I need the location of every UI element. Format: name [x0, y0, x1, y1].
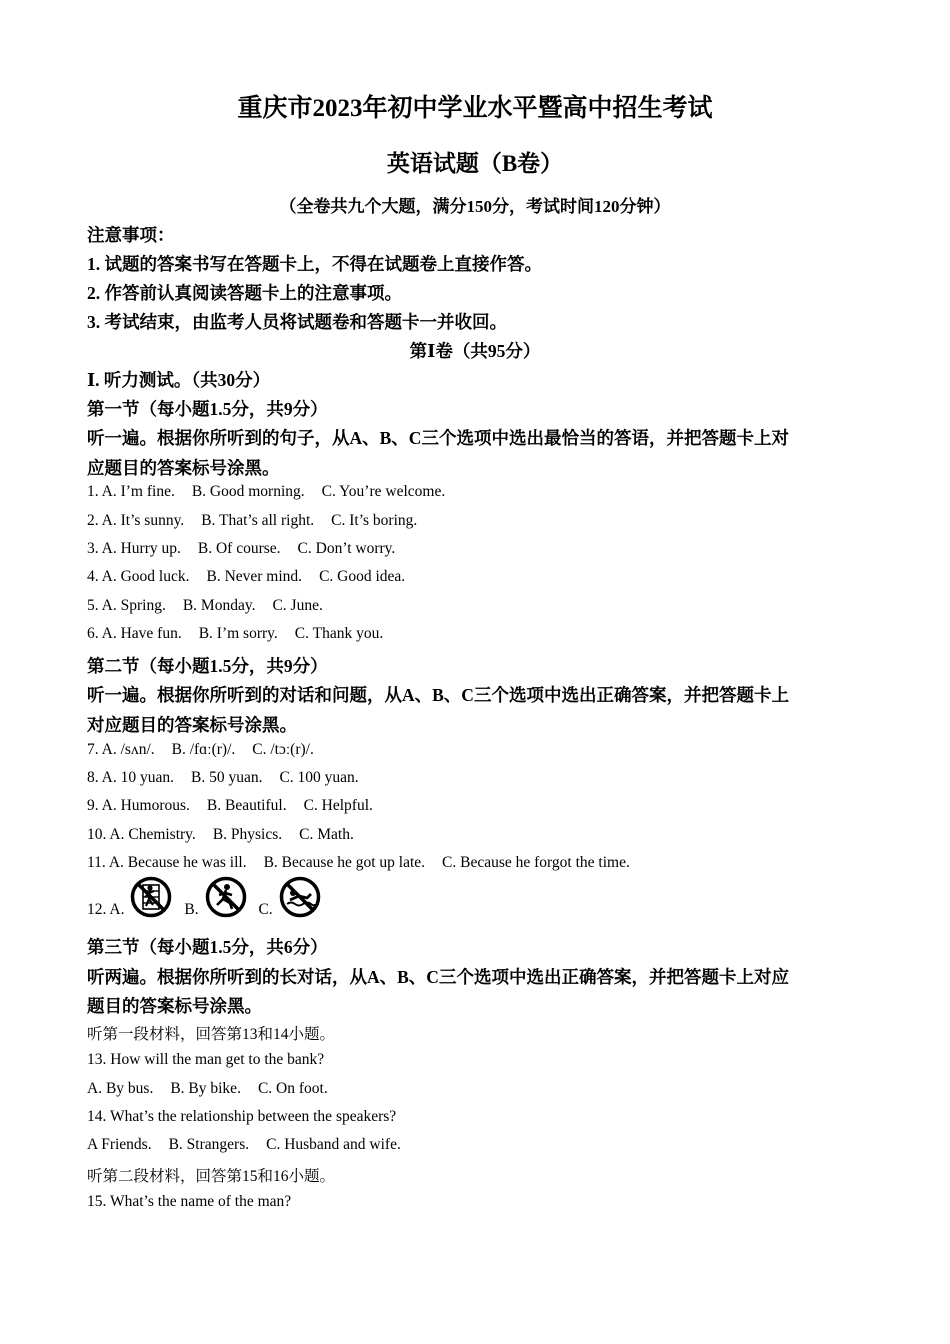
question-row [87, 540, 395, 558]
section-heading: 第二节（每小题1.5分，共9分） [87, 656, 328, 676]
no-running-icon [205, 876, 247, 918]
question-number: 3. [87, 540, 99, 557]
question-number: 6. [87, 625, 99, 642]
option-b: B. 50 yuan. [190, 769, 263, 786]
section-instruction: 听一遍。根据你所听到的对话和问题，从A、B、C三个选项中选出正确答案，并把答题卡上 [87, 685, 789, 705]
option-c: C. Because he forgot the time. [442, 854, 630, 871]
section-instruction: 听一遍。根据你所听到的句子，从A、B、C三个选项中选出最恰当的答语，并把答题卡上对 [87, 428, 789, 448]
part-heading: Ⅰ. 听力测试。（共30分） [87, 370, 271, 390]
question-row [87, 568, 405, 586]
option-c: C. June. [272, 597, 323, 614]
question-options [87, 1136, 401, 1154]
option-b: B. /fɑː(r)/. [171, 741, 236, 758]
option-c: C. Good idea. [319, 568, 406, 585]
question-number: 2. [87, 512, 99, 529]
question-row [87, 741, 314, 759]
question-12-row [87, 876, 329, 919]
option-a: A. Have fun. [101, 625, 182, 642]
question-number: 4. [87, 568, 99, 585]
option-c: C. Husband and wife. [266, 1136, 401, 1153]
option-c: C. On foot. [257, 1080, 328, 1097]
no-climbing-icon [130, 876, 172, 918]
material-note: 听第一段材料，回答第13和14小题。 [87, 1026, 336, 1043]
question-number: 12. [87, 901, 107, 918]
option-c: C. You’re welcome. [321, 483, 446, 500]
option-c: C. It’s boring. [331, 512, 418, 529]
question-number: 11. [87, 854, 106, 871]
option-b: B. I’m sorry. [198, 625, 278, 642]
notes-heading: 注意事项： [87, 225, 175, 245]
section-instruction: 听两遍。根据你所听到的长对话，从A、B、C三个选项中选出正确答案，并把答题卡上对应 [87, 967, 789, 987]
option-a: A. Because he was ill. [108, 854, 247, 871]
question-row [87, 826, 354, 844]
option-b: B. Because he got up late. [263, 854, 426, 871]
option-b: B. Strangers. [168, 1136, 250, 1153]
question-number: 8. [87, 769, 99, 786]
option-a: A. Hurry up. [101, 540, 181, 557]
question-row [87, 769, 359, 787]
section-instruction: 应题目的答案标号涂黑。 [87, 458, 280, 478]
question-number: 1. [87, 483, 99, 500]
section-instruction: 题目的答案标号涂黑。 [87, 996, 262, 1016]
option-a: A. I’m fine. [101, 483, 175, 500]
section-instruction: 对应题目的答案标号涂黑。 [87, 715, 297, 735]
option-a: A. 10 yuan. [101, 769, 174, 786]
option-b: B. Physics. [212, 826, 283, 843]
option-c: C. [258, 901, 273, 918]
option-a: A. By bus. [87, 1080, 154, 1097]
exam-subtitle: 英语试题（B卷） [386, 151, 564, 176]
option-a: A. Humorous. [101, 797, 190, 814]
question-text: 14. What’s the relationship between the speakers? [87, 1108, 397, 1125]
volume-heading: 第Ⅰ卷（共95分） [409, 341, 541, 361]
question-row [87, 797, 373, 815]
section-heading: 第一节（每小题1.5分，共9分） [87, 399, 328, 419]
option-b: B. [184, 901, 199, 918]
question-text: 15. What’s the name of the man? [87, 1193, 292, 1210]
question-number: 10. [87, 826, 107, 843]
exam-info: （全卷共九个大题，满分150分，考试时间120分钟） [279, 197, 671, 216]
question-row [87, 625, 383, 643]
option-c: C. 100 yuan. [279, 769, 359, 786]
option-a: A. Spring. [101, 597, 166, 614]
option-a: A. Good luck. [101, 568, 190, 585]
note-item: 3. 考试结束，由监考人员将试题卷和答题卡一并收回。 [87, 312, 507, 332]
exam-title: 重庆市2023年初中学业水平暨高中招生考试 [237, 95, 713, 122]
option-a: A. Chemistry. [109, 826, 196, 843]
option-c: C. Thank you. [294, 625, 384, 642]
question-row [87, 597, 323, 615]
option-b: B. Beautiful. [206, 797, 287, 814]
option-c: C. /tɔː(r)/. [252, 741, 314, 758]
question-options [87, 1080, 328, 1098]
material-note: 听第二段材料，回答第15和16小题。 [87, 1168, 336, 1185]
section-heading: 第三节（每小题1.5分，共6分） [87, 937, 328, 957]
option-a: A. It’s sunny. [101, 512, 185, 529]
question-number: 5. [87, 597, 99, 614]
question-row [87, 512, 417, 530]
question-number: 7. [87, 741, 99, 758]
question-row [87, 483, 445, 501]
option-b: B. By bike. [170, 1080, 241, 1097]
option-c: C. Math. [299, 826, 354, 843]
option-b: B. Monday. [182, 597, 256, 614]
question-text: 13. How will the man get to the bank? [87, 1051, 325, 1068]
note-item: 1. 试题的答案书写在答题卡上，不得在试题卷上直接作答。 [87, 254, 542, 274]
option-b: B. Never mind. [206, 568, 303, 585]
option-b: B. Of course. [197, 540, 281, 557]
option-a: A. /sʌn/. [101, 741, 155, 758]
option-b: B. That’s all right. [201, 512, 315, 529]
option-c: C. Don’t worry. [297, 540, 396, 557]
option-c: C. Helpful. [303, 797, 373, 814]
no-swimming-icon [279, 876, 321, 918]
option-a: A Friends. [87, 1136, 152, 1153]
note-item: 2. 作答前认真阅读答题卡上的注意事项。 [87, 283, 402, 303]
option-a: A. [109, 901, 125, 918]
option-b: B. Good morning. [191, 483, 305, 500]
question-row [87, 854, 630, 872]
question-number: 9. [87, 797, 99, 814]
